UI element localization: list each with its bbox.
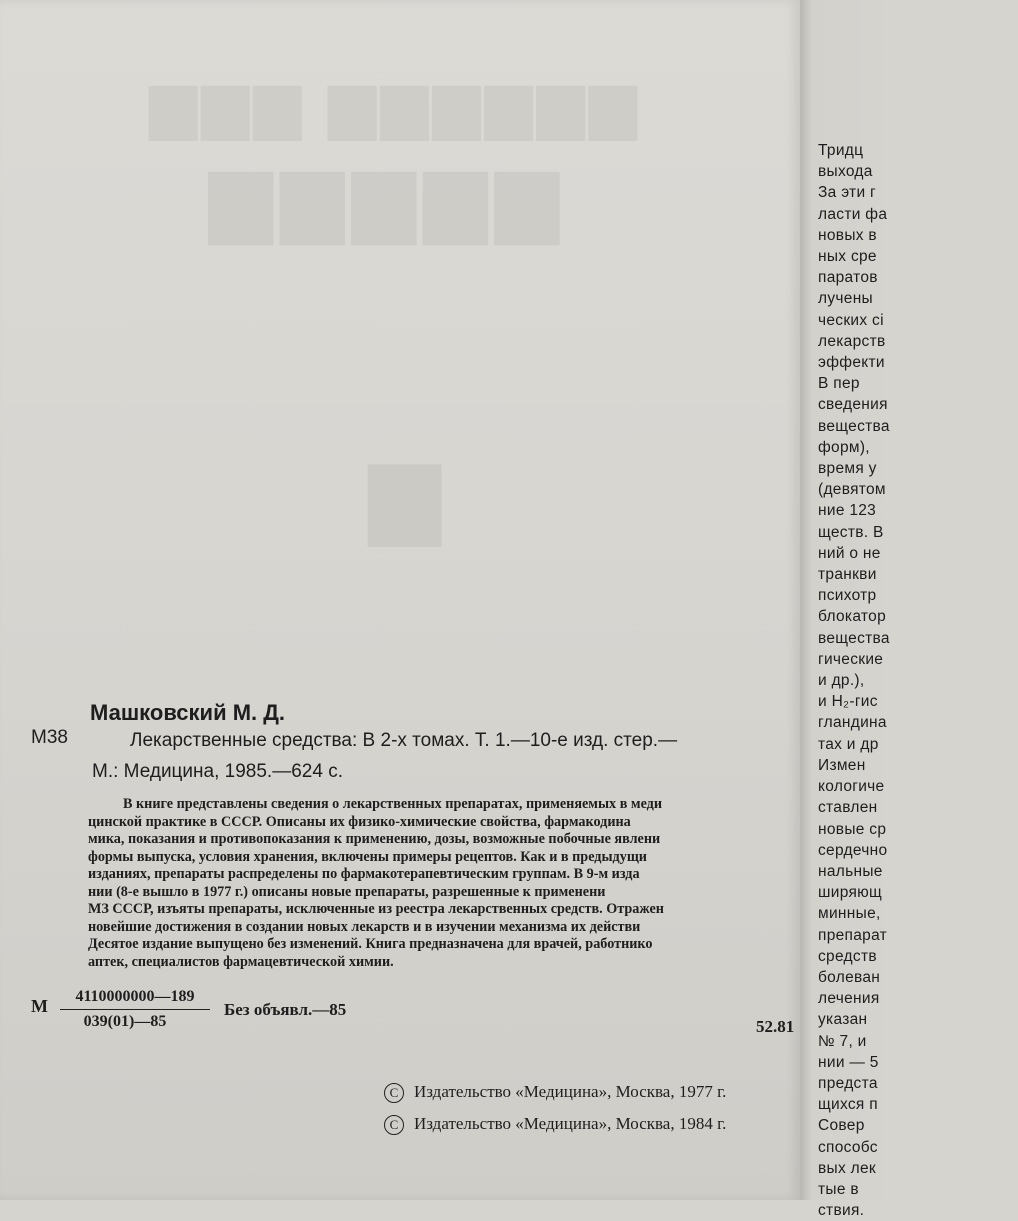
right-page-line: болеван <box>818 968 881 986</box>
right-page-line: время у <box>818 460 877 478</box>
imprint-line: М.: Медицина, 1985.—624 с. <box>92 761 343 782</box>
right-page-line: За эти г <box>818 184 876 202</box>
copyright-text: Издательство «Медицина», Москва, 1984 г. <box>414 1114 727 1133</box>
annotation-text <box>88 796 800 971</box>
right-page-line: блокатор <box>818 608 886 626</box>
copyright-text: Издательство «Медицина», Москва, 1977 г. <box>414 1082 727 1101</box>
annotation-line: аптек, специалистов фармацевтической химии. <box>88 953 394 970</box>
right-page-line: вещества <box>818 417 890 435</box>
right-page-line: указан <box>818 1011 868 1029</box>
right-page-line: нии — 5 <box>818 1053 879 1071</box>
copyright-icon: С <box>384 1083 404 1103</box>
right-page-line: гические <box>818 650 884 668</box>
right-page-line: новые ср <box>818 820 887 838</box>
annotation-line: В книге представлены сведения о лекарственных препаратах, применяемых в меди <box>123 796 663 812</box>
right-page-line: В пер <box>818 375 860 393</box>
right-page-line: минные, <box>818 905 881 923</box>
right-page-line: № 7, и <box>818 1032 867 1050</box>
right-page-line: и H₂-гис <box>818 693 878 711</box>
right-page-line: ческих сi <box>818 311 884 329</box>
right-page-line: средств <box>818 947 877 965</box>
right-page-line: психотр <box>818 587 877 605</box>
right-page-line: ставлен <box>818 799 878 817</box>
right-page-line: лучены <box>818 290 873 308</box>
right-page-line: новых в <box>818 226 877 244</box>
annotation-line: МЗ СССР, изъяты препараты, исключенные из реестра лекарственных средств. Отражен <box>88 901 664 917</box>
annotation-line: цинской практике в СССР. Описаны их физико-химические свойства, фармакодина <box>88 813 631 830</box>
right-page-line: ние 123 <box>818 502 877 520</box>
author-name: Машковский М. Д. <box>90 700 286 725</box>
book-title-line: Лекарственные средства: В 2-х томах. Т. 1.—10-е изд. стер.— <box>130 730 678 751</box>
copyright-icon: С <box>384 1115 404 1135</box>
right-page-line: ществ. В <box>818 523 884 541</box>
annotation-line: Десятое издание выпущено без изменений. Книга предназначена для врачей, работнико <box>88 936 653 952</box>
right-page-line: способс <box>818 1138 878 1156</box>
right-page-line: Совер <box>818 1117 865 1135</box>
right-page-line: вых лек <box>818 1159 876 1177</box>
right-page-line: ний о не <box>818 544 881 562</box>
right-page-line: тах и др <box>818 735 879 753</box>
right-page-line: (девятом <box>818 481 886 499</box>
right-page-line: ных сре <box>818 248 877 266</box>
annotation-line: нии (8-е вышло в 1977 г.) описаны новые препараты, разрешенные к применени <box>88 883 606 900</box>
right-page-line: препарат <box>818 926 888 944</box>
right-page-line: гландина <box>818 714 887 732</box>
right-page-line: и др.), <box>818 672 865 690</box>
annotation-line: новейшие достижения в создании новых лекарств и в изучении механизма их действи <box>88 918 641 935</box>
show-through-title: ▆▆▆▆▆ <box>210 152 568 241</box>
right-page-line: транкви <box>818 566 877 584</box>
catalog-code: М38 <box>31 727 68 748</box>
show-through-numeral: ▆ <box>370 443 440 543</box>
right-page-line: щихся п <box>818 1096 878 1114</box>
right-page-text <box>818 140 1018 1221</box>
right-page-line: ласти фа <box>818 205 888 223</box>
right-page-line: предста <box>818 1074 878 1092</box>
right-page-line: Измен <box>818 756 866 774</box>
annotation-line: формы выпуска, условия хранения, включены примеры рецептов. Как и в предыдущи <box>88 848 647 865</box>
right-page-line: нальные <box>818 862 883 880</box>
right-page-line: кологиче <box>818 778 885 796</box>
right-page-line: лекарств <box>818 332 886 350</box>
right-page-line: сердечно <box>818 841 888 859</box>
right-page-line: сведения <box>818 396 888 414</box>
annotation-line: мика, показания и противопоказания к применению, дозы, возможные побочные явлени <box>88 831 661 847</box>
right-page-line: Тридц <box>818 142 864 159</box>
right-page-line: вещества <box>818 629 890 647</box>
right-page-line: лечения <box>818 990 880 1008</box>
right-page-line: ствия. <box>818 1202 865 1220</box>
right-page-line: паратов <box>818 269 878 287</box>
catalog-fraction <box>60 988 210 1031</box>
fraction-denominator: 039(01)—85 <box>83 1013 167 1030</box>
price-code: 52.81 <box>756 1017 795 1036</box>
right-page-line: выхода <box>818 163 873 181</box>
annotation-line: изданиях, препараты распределены по фармакотерапевтическим группам. В 9-м изда <box>88 866 640 882</box>
right-page-line: тые в <box>818 1180 859 1198</box>
right-page-line: форм), <box>818 438 870 456</box>
copyright-line-1977 <box>384 1082 726 1103</box>
fraction-numerator: 4110000000—189 <box>60 988 210 1010</box>
index-letter: М <box>31 996 48 1016</box>
no-announcement: Без объявл.—85 <box>224 1000 347 1019</box>
copyright-line-1984 <box>384 1114 726 1135</box>
right-page-line: эффекти <box>818 354 885 372</box>
show-through-heading: ▆▆▆ ▆▆▆▆▆▆ <box>150 71 642 138</box>
right-page <box>800 0 900 1220</box>
right-page-line: ширяющ <box>818 884 883 902</box>
